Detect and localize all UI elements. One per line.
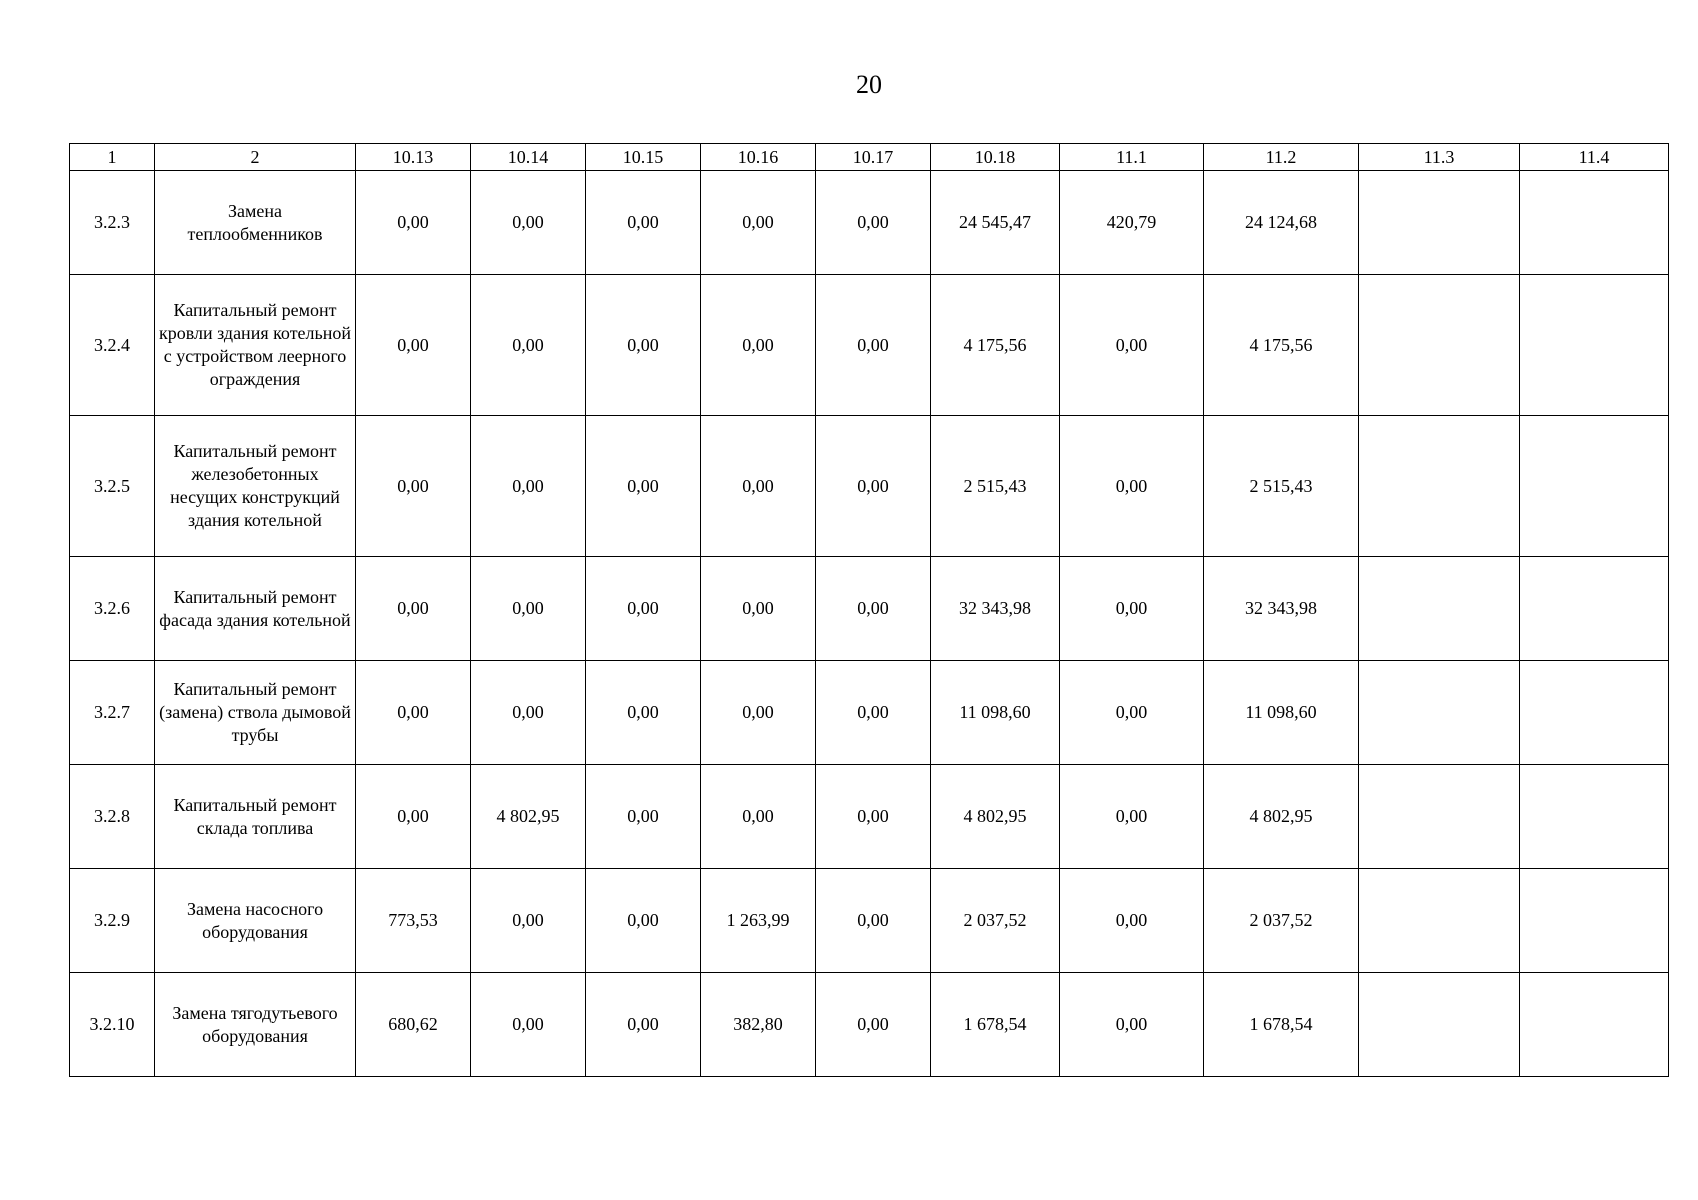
cell-11-1: 0,00	[1060, 869, 1204, 973]
cell-10-14: 0,00	[471, 275, 586, 416]
cell-10-18: 4 175,56	[931, 275, 1060, 416]
cell-11-1: 0,00	[1060, 557, 1204, 661]
cell-11-4	[1520, 661, 1669, 765]
row-number: 3.2.9	[70, 869, 155, 973]
cell-10-18: 32 343,98	[931, 557, 1060, 661]
row-number: 3.2.5	[70, 416, 155, 557]
cell-11-4	[1520, 171, 1669, 275]
cell-11-2: 1 678,54	[1204, 973, 1359, 1077]
table-row	[70, 171, 1669, 275]
column-header: 10.14	[471, 144, 586, 171]
cell-11-2: 2 515,43	[1204, 416, 1359, 557]
cell-11-4	[1520, 765, 1669, 869]
cell-10-14: 0,00	[471, 869, 586, 973]
cell-11-2: 4 802,95	[1204, 765, 1359, 869]
row-description: Капитальный ремонт кровли здания котельной с устройством леерного ограждения	[155, 275, 356, 416]
column-header: 10.17	[816, 144, 931, 171]
cell-10-16: 0,00	[701, 557, 816, 661]
header-row	[70, 144, 1669, 171]
column-header: 11.4	[1520, 144, 1669, 171]
cell-11-3	[1359, 171, 1520, 275]
cell-10-17: 0,00	[816, 416, 931, 557]
cell-11-1: 0,00	[1060, 661, 1204, 765]
cell-11-3	[1359, 661, 1520, 765]
cell-10-13: 0,00	[356, 557, 471, 661]
row-description: Капитальный ремонт фасада здания котельной	[155, 557, 356, 661]
cell-10-15: 0,00	[586, 416, 701, 557]
cell-11-1: 420,79	[1060, 171, 1204, 275]
cell-11-4	[1520, 557, 1669, 661]
cell-10-13: 773,53	[356, 869, 471, 973]
cell-10-13: 0,00	[356, 661, 471, 765]
table-row	[70, 661, 1669, 765]
cell-11-4	[1520, 275, 1669, 416]
column-header: 10.16	[701, 144, 816, 171]
cell-11-1: 0,00	[1060, 416, 1204, 557]
row-description: Капитальный ремонт (замена) ствола дымовой трубы	[155, 661, 356, 765]
cell-10-14: 0,00	[471, 171, 586, 275]
row-description: Капитальный ремонт склада топлива	[155, 765, 356, 869]
table-row	[70, 765, 1669, 869]
row-number: 3.2.7	[70, 661, 155, 765]
column-header: 11.1	[1060, 144, 1204, 171]
cell-10-17: 0,00	[816, 275, 931, 416]
cell-11-4	[1520, 416, 1669, 557]
cell-11-2: 2 037,52	[1204, 869, 1359, 973]
column-header: 10.13	[356, 144, 471, 171]
cell-10-13: 0,00	[356, 171, 471, 275]
cell-10-16: 0,00	[701, 275, 816, 416]
cell-10-18: 1 678,54	[931, 973, 1060, 1077]
cell-10-18: 24 545,47	[931, 171, 1060, 275]
cell-10-15: 0,00	[586, 275, 701, 416]
cell-10-17: 0,00	[816, 973, 931, 1077]
cell-11-3	[1359, 973, 1520, 1077]
cell-10-16: 0,00	[701, 661, 816, 765]
cell-11-3	[1359, 416, 1520, 557]
row-description: Замена тягодутьевого оборудования	[155, 973, 356, 1077]
cell-10-15: 0,00	[586, 557, 701, 661]
row-number: 3.2.4	[70, 275, 155, 416]
cell-10-17: 0,00	[816, 869, 931, 973]
column-header: 11.3	[1359, 144, 1520, 171]
cell-11-1: 0,00	[1060, 275, 1204, 416]
cell-10-14: 0,00	[471, 557, 586, 661]
cell-11-2: 24 124,68	[1204, 171, 1359, 275]
column-header: 10.18	[931, 144, 1060, 171]
column-header: 11.2	[1204, 144, 1359, 171]
page-number: 20	[856, 70, 882, 99]
table-row	[70, 557, 1669, 661]
data-table	[69, 143, 1669, 1077]
cell-10-17: 0,00	[816, 557, 931, 661]
cell-10-14: 4 802,95	[471, 765, 586, 869]
cell-10-16: 1 263,99	[701, 869, 816, 973]
column-header: 1	[70, 144, 155, 171]
cell-10-18: 2 037,52	[931, 869, 1060, 973]
cell-11-4	[1520, 973, 1669, 1077]
cell-11-3	[1359, 557, 1520, 661]
cell-10-17: 0,00	[816, 171, 931, 275]
cell-10-15: 0,00	[586, 973, 701, 1077]
cell-10-16: 0,00	[701, 171, 816, 275]
row-description: Замена теплообменников	[155, 171, 356, 275]
cell-10-17: 0,00	[816, 661, 931, 765]
cell-10-13: 680,62	[356, 973, 471, 1077]
cell-10-18: 2 515,43	[931, 416, 1060, 557]
column-header: 2	[155, 144, 356, 171]
cell-11-3	[1359, 275, 1520, 416]
table-row	[70, 275, 1669, 416]
column-header: 10.15	[586, 144, 701, 171]
table-row	[70, 869, 1669, 973]
cell-11-3	[1359, 765, 1520, 869]
cell-10-18: 11 098,60	[931, 661, 1060, 765]
table-row	[70, 416, 1669, 557]
cell-10-15: 0,00	[586, 171, 701, 275]
cell-10-16: 0,00	[701, 416, 816, 557]
row-description: Капитальный ремонт железобетонных несущих конструкций здания котельной	[155, 416, 356, 557]
cell-11-2: 11 098,60	[1204, 661, 1359, 765]
cell-10-15: 0,00	[586, 765, 701, 869]
cell-11-4	[1520, 869, 1669, 973]
cell-10-18: 4 802,95	[931, 765, 1060, 869]
cell-11-3	[1359, 869, 1520, 973]
cell-10-16: 0,00	[701, 765, 816, 869]
cell-11-1: 0,00	[1060, 973, 1204, 1077]
cell-10-15: 0,00	[586, 869, 701, 973]
cell-10-16: 382,80	[701, 973, 816, 1077]
cell-10-15: 0,00	[586, 661, 701, 765]
cell-11-1: 0,00	[1060, 765, 1204, 869]
cell-11-2: 32 343,98	[1204, 557, 1359, 661]
cell-11-2: 4 175,56	[1204, 275, 1359, 416]
cell-10-13: 0,00	[356, 765, 471, 869]
row-description: Замена насосного оборудования	[155, 869, 356, 973]
cell-10-13: 0,00	[356, 275, 471, 416]
row-number: 3.2.8	[70, 765, 155, 869]
cell-10-14: 0,00	[471, 416, 586, 557]
cell-10-14: 0,00	[471, 661, 586, 765]
cell-10-13: 0,00	[356, 416, 471, 557]
row-number: 3.2.6	[70, 557, 155, 661]
table-row	[70, 973, 1669, 1077]
cell-10-14: 0,00	[471, 973, 586, 1077]
cell-10-17: 0,00	[816, 765, 931, 869]
row-number: 3.2.3	[70, 171, 155, 275]
row-number: 3.2.10	[70, 973, 155, 1077]
